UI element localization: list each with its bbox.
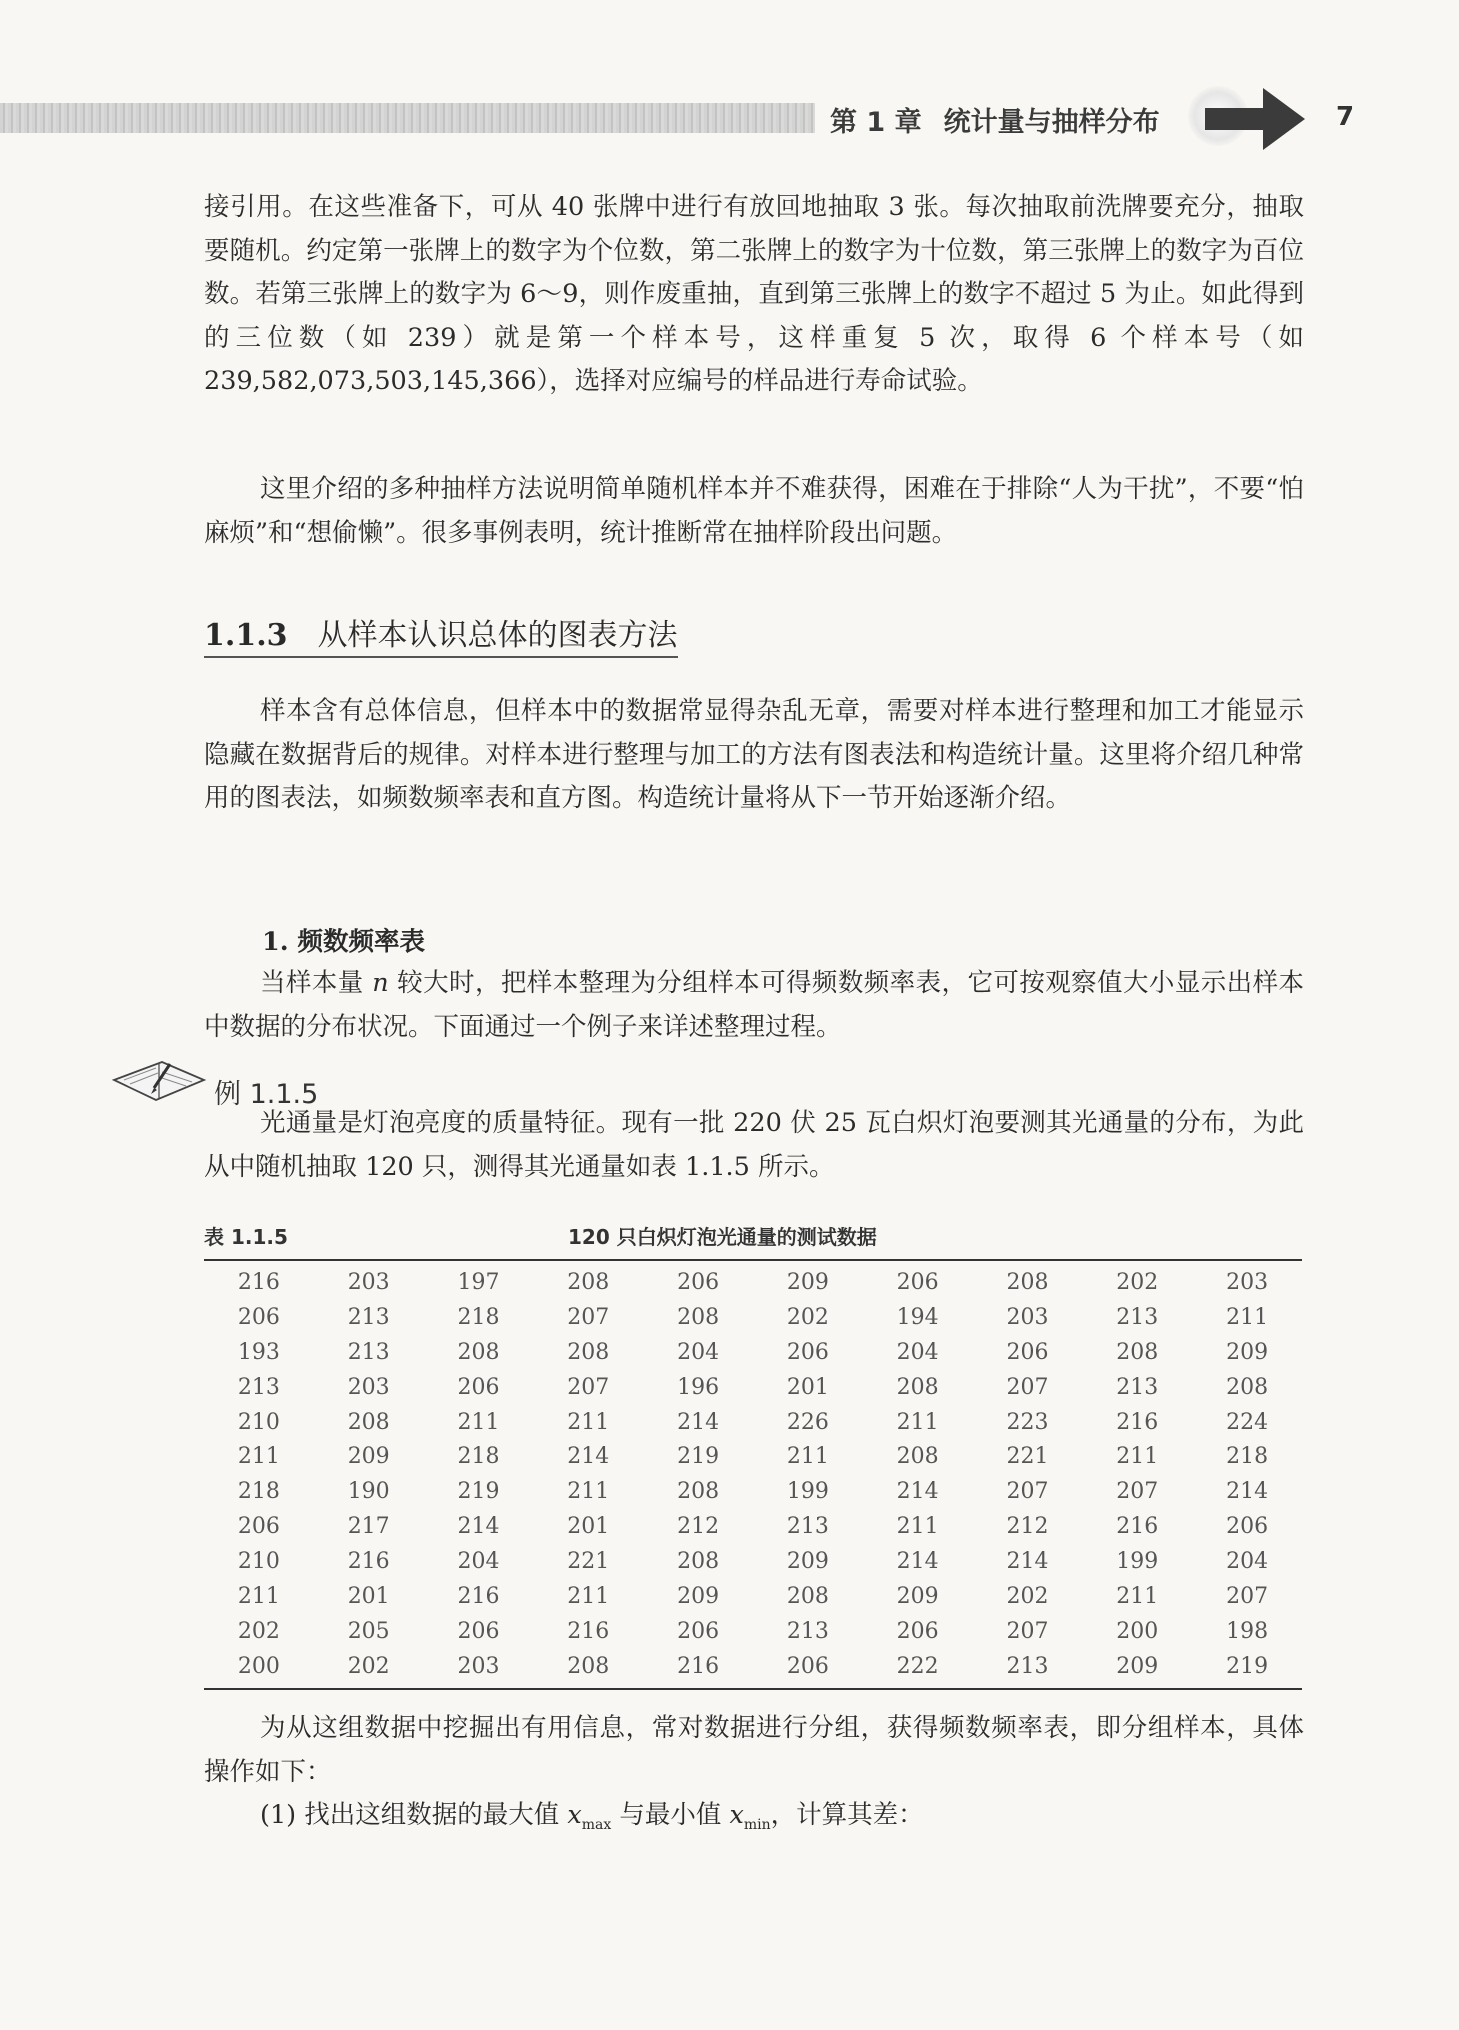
table-cell: 190	[347, 1479, 390, 1505]
paragraph-frequency-table-intro: 当样本量 n 较大时，把样本整理为分组样本可得频数频率表，它可按观察值大小显示出样本中数据的分布状况。下面通过一个例子来详述整理过程。	[204, 968, 1305, 1042]
table-cell: 211	[1116, 1444, 1159, 1470]
table-cell: 206	[1226, 1514, 1269, 1540]
table-cell: 202	[347, 1653, 390, 1679]
table-cell: 213	[347, 1339, 390, 1365]
table-cell: 208	[677, 1479, 720, 1505]
table-row	[204, 1614, 1302, 1649]
table-cell: 202	[786, 1304, 829, 1330]
table-cell: 201	[786, 1374, 829, 1400]
table-cell: 208	[347, 1409, 390, 1435]
table-cell: 222	[896, 1653, 939, 1679]
chapter-number: 第 1 章	[830, 107, 922, 138]
table-cell: 206	[786, 1653, 829, 1679]
table-row	[204, 1260, 1302, 1300]
table-row	[204, 1300, 1302, 1335]
table-cell: 216	[347, 1549, 390, 1575]
table-cell: 207	[567, 1304, 610, 1330]
right-arrow-icon	[1205, 88, 1305, 150]
table-cell: 216	[237, 1269, 280, 1295]
table-cell: 218	[457, 1444, 500, 1470]
table-cell: 201	[567, 1514, 610, 1540]
table-cell: 204	[1226, 1549, 1269, 1575]
paragraph-section-intro: 样本含有总体信息，但样本中的数据常显得杂乱无章，需要对样本进行整理和加工才能显示隐藏在数据背后的规律。对样本进行整理与加工的方法有图表法和构造统计量。这里将介绍几种常用的图表法，如频数频率表和直方图。构造统计量将从下一节开始逐渐介绍。	[204, 696, 1304, 813]
table-cell: 209	[786, 1269, 829, 1295]
table-cell: 206	[237, 1304, 280, 1330]
table-cell: 218	[457, 1304, 500, 1330]
example-label: 例 1.1.5	[214, 1079, 319, 1110]
table-cell: 211	[237, 1583, 280, 1609]
table-cell: 208	[1116, 1339, 1159, 1365]
table-cell: 205	[347, 1618, 390, 1644]
table-cell: 214	[567, 1444, 610, 1470]
table-cell: 211	[567, 1409, 610, 1435]
notebook-pen-icon	[112, 1058, 208, 1104]
table-cell: 226	[786, 1409, 829, 1435]
paragraph-sampling-procedure: 接引用。在这些准备下，可从 40 张牌中进行有放回地抽取 3 张。每次抽取前洗牌要充分，抽取要随机。约定第一张牌上的数字为个位数，第二张牌上的数字为十位数，第三张牌上的数字为百位数。若第三张牌上的数字为 6～9，则作废重抽，直到第三张牌上的数字不超过 5 为止。如此得到的三位数（如 239）就是第一个样本号，这样重复 5 次，取得 6 个样本号（如 239,582,073,503,145,366），选择对应编号的样品进行寿命试验。	[204, 192, 1304, 396]
table-cell: 208	[786, 1583, 829, 1609]
table-cell: 211	[567, 1479, 610, 1505]
table-row	[204, 1335, 1302, 1370]
table-row	[204, 1544, 1302, 1579]
variable-n: n	[372, 968, 389, 998]
table-cell: 219	[457, 1479, 500, 1505]
table-cell: 206	[1006, 1339, 1049, 1365]
table-cell: 213	[786, 1514, 829, 1540]
paragraph-grouping-intro: 为从这组数据中挖掘出有用信息，常对数据进行分组，获得频数频率表，即分组样本，具体操作如下：	[204, 1713, 1304, 1787]
table-label: 表 1.1.5	[204, 1225, 288, 1249]
table-cell: 202	[1116, 1269, 1159, 1295]
table-cell: 200	[1116, 1618, 1159, 1644]
table-cell: 207	[1006, 1618, 1049, 1644]
table-cell: 206	[677, 1618, 720, 1644]
table-cell: 208	[457, 1339, 500, 1365]
table-cell: 216	[1116, 1514, 1159, 1540]
table-cell: 207	[567, 1374, 610, 1400]
table-cell: 211	[457, 1409, 500, 1435]
table-cell: 206	[237, 1514, 280, 1540]
table-cell: 214	[896, 1479, 939, 1505]
section-heading	[204, 610, 678, 658]
table-cell: 211	[896, 1514, 939, 1540]
table-cell: 213	[347, 1304, 390, 1330]
table-row	[204, 1370, 1302, 1405]
table-cell: 204	[457, 1549, 500, 1575]
table-cell: 207	[1226, 1583, 1269, 1609]
table-row	[204, 1649, 1302, 1689]
table-cell: 206	[896, 1618, 939, 1644]
table-cell: 207	[1006, 1479, 1049, 1505]
table-row	[204, 1474, 1302, 1509]
table-cell: 206	[786, 1339, 829, 1365]
table-cell: 213	[1006, 1653, 1049, 1679]
table-cell: 216	[1116, 1409, 1159, 1435]
table-cell: 213	[1116, 1304, 1159, 1330]
table-cell: 206	[457, 1374, 500, 1400]
paragraph-step-1: (1) 找出这组数据的最大值 $x_{max}$ 与最小值 $x_{min}$，计算其差：	[260, 1800, 924, 1834]
table-cell: 199	[1116, 1549, 1159, 1575]
table-cell: 208	[896, 1444, 939, 1470]
table-cell: 210	[237, 1409, 280, 1435]
table-cell: 201	[347, 1583, 390, 1609]
table-cell: 208	[677, 1549, 720, 1575]
table-cell: 208	[567, 1269, 610, 1295]
table-cell: 209	[896, 1583, 939, 1609]
table-cell: 208	[567, 1653, 610, 1679]
table-cell: 194	[896, 1304, 939, 1330]
table-cell: 206	[457, 1618, 500, 1644]
table-cell: 208	[1226, 1374, 1269, 1400]
running-header	[830, 100, 1160, 139]
table-cell: 219	[677, 1444, 720, 1470]
table-cell: 199	[786, 1479, 829, 1505]
table-cell: 214	[1226, 1479, 1269, 1505]
table-cell: 211	[786, 1444, 829, 1470]
table-cell: 203	[1006, 1304, 1049, 1330]
table-cell: 221	[567, 1549, 610, 1575]
table-cell: 216	[677, 1653, 720, 1679]
table-cell: 203	[457, 1653, 500, 1679]
paragraph-example-statement: 光通量是灯泡亮度的质量特征。现有一批 220 伏 25 瓦白炽灯泡要测其光通量的分布，为此从中随机抽取 120 只，测得其光通量如表 1.1.5 所示。	[204, 1108, 1304, 1182]
table-cell: 208	[567, 1339, 610, 1365]
table-cell: 208	[677, 1304, 720, 1330]
table-row	[204, 1509, 1302, 1544]
table-cell: 214	[677, 1409, 720, 1435]
section-number: 1.1.3	[204, 618, 288, 653]
table-cell: 204	[677, 1339, 720, 1365]
table-cell: 224	[1226, 1409, 1269, 1435]
table-row	[204, 1439, 1302, 1474]
table-title: 120 只白炽灯泡光通量的测试数据	[568, 1225, 877, 1249]
table-cell: 211	[1116, 1583, 1159, 1609]
table-cell: 203	[347, 1269, 390, 1295]
table-cell: 221	[1006, 1444, 1049, 1470]
table-cell: 217	[347, 1514, 390, 1540]
table-cell: 213	[1116, 1374, 1159, 1400]
table-cell: 214	[1006, 1549, 1049, 1575]
table-cell: 218	[1226, 1444, 1269, 1470]
table-cell: 218	[237, 1479, 280, 1505]
table-cell: 223	[1006, 1409, 1049, 1435]
table-cell: 203	[347, 1374, 390, 1400]
table-cell: 214	[896, 1549, 939, 1575]
header-decorative-band	[0, 103, 815, 133]
table-cell: 210	[237, 1549, 280, 1575]
table-row	[204, 1405, 1302, 1440]
table-cell: 216	[567, 1618, 610, 1644]
table-cell: 207	[1116, 1479, 1159, 1505]
table-cell: 197	[457, 1269, 500, 1295]
table-row	[204, 1579, 1302, 1614]
section-title: 从样本认识总体的图表方法	[317, 618, 678, 653]
table-cell: 193	[237, 1339, 280, 1365]
table-cell: 211	[896, 1409, 939, 1435]
table-cell: 202	[1006, 1583, 1049, 1609]
luminous-flux-data-table	[204, 1259, 1302, 1690]
table-cell: 208	[1006, 1269, 1049, 1295]
table-cell: 204	[896, 1339, 939, 1365]
table-cell: 219	[1226, 1653, 1269, 1679]
table-cell: 200	[237, 1653, 280, 1679]
table-cell: 206	[896, 1269, 939, 1295]
subsection-heading: 1. 频数频率表	[262, 927, 425, 957]
table-cell: 206	[677, 1269, 720, 1295]
table-cell: 214	[457, 1514, 500, 1540]
table-cell: 209	[347, 1444, 390, 1470]
paragraph-sampling-summary: 这里介绍的多种抽样方法说明简单随机样本并不难获得，困难在于排除“人为干扰”，不要“怕麻烦”和“想偷懒”。很多事例表明，统计推断常在抽样阶段出问题。	[204, 474, 1304, 548]
table-cell: 198	[1226, 1618, 1269, 1644]
table-cell: 207	[1006, 1374, 1049, 1400]
table-cell: 209	[1116, 1653, 1159, 1679]
table-cell: 211	[1226, 1304, 1269, 1330]
table-cell: 212	[1006, 1514, 1049, 1540]
table-cell: 208	[896, 1374, 939, 1400]
table-cell: 211	[237, 1444, 280, 1470]
table-cell: 203	[1226, 1269, 1269, 1295]
table-cell: 213	[786, 1618, 829, 1644]
table-cell: 209	[677, 1583, 720, 1609]
table-cell: 213	[237, 1374, 280, 1400]
table-cell: 196	[677, 1374, 720, 1400]
page-number: 7	[1336, 102, 1355, 132]
table-cell: 209	[786, 1549, 829, 1575]
table-cell: 212	[677, 1514, 720, 1540]
table-cell: 211	[567, 1583, 610, 1609]
table-cell: 202	[237, 1618, 280, 1644]
chapter-title: 统计量与抽样分布	[943, 107, 1160, 138]
table-cell: 216	[457, 1583, 500, 1609]
table-cell: 209	[1226, 1339, 1269, 1365]
